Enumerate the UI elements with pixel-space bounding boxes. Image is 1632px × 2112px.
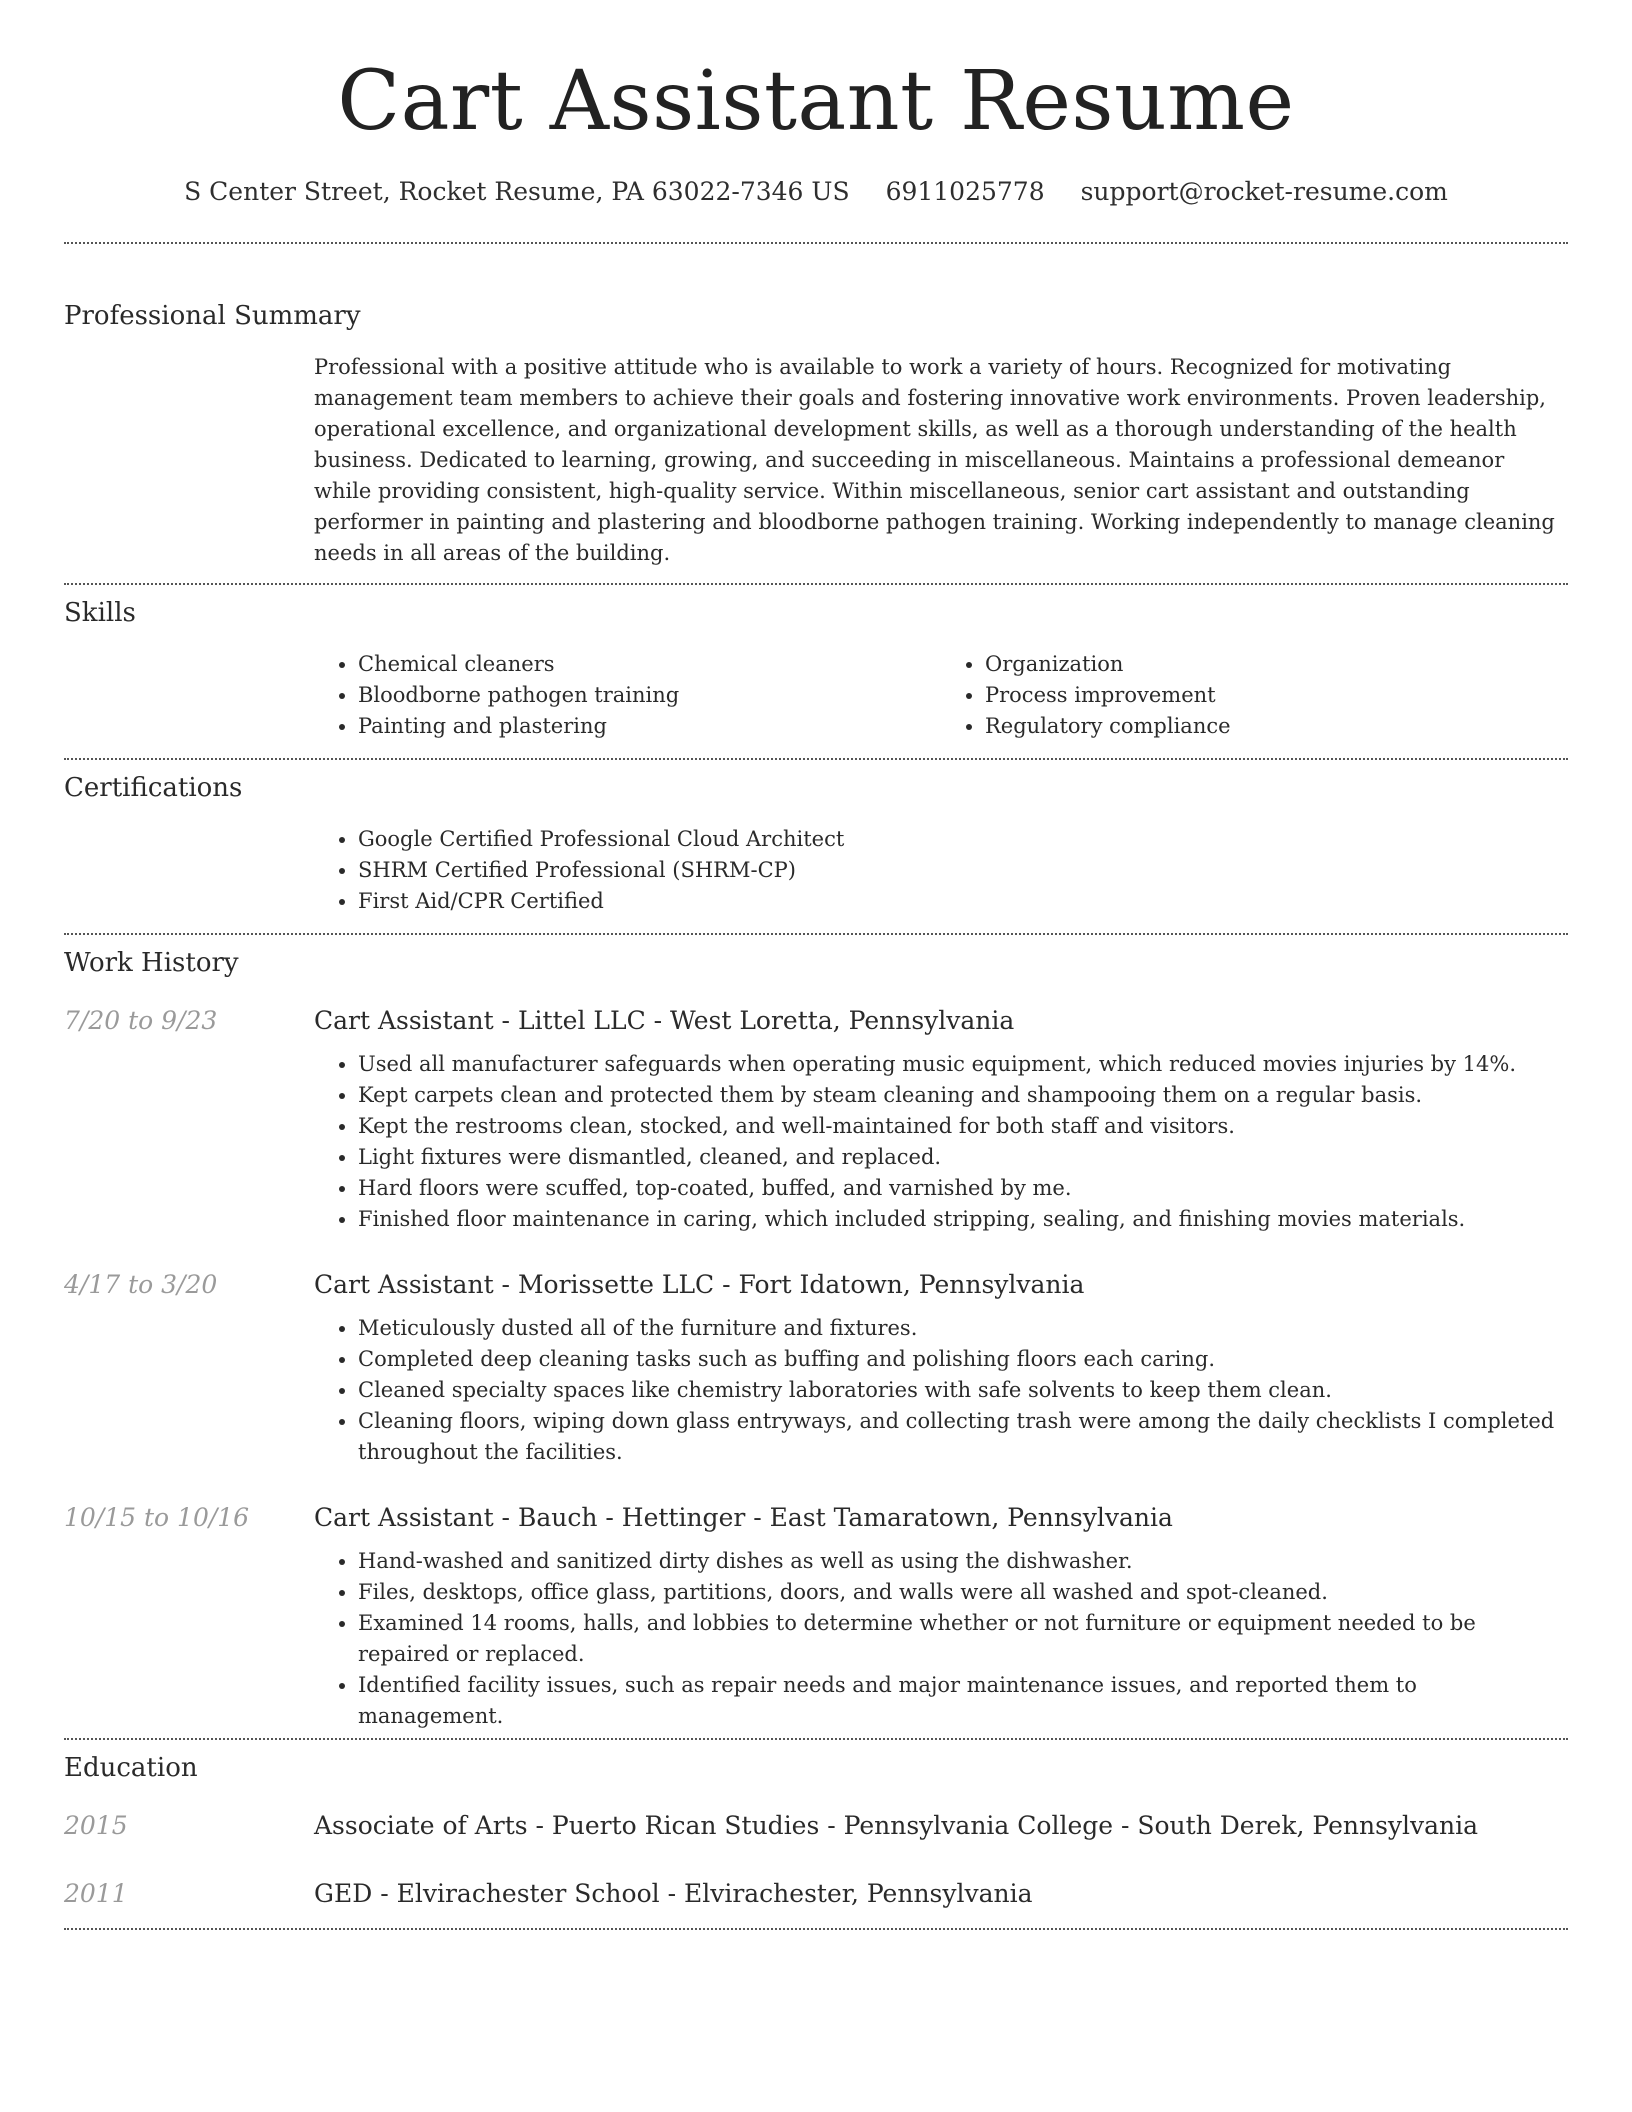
certifications-list (314, 824, 1568, 917)
education-degree: Associate of Arts - Puerto Rican Studies - Pennsylvania College - South Derek, Pennsylvania (314, 1811, 1479, 1840)
contact-line (64, 172, 1568, 212)
summary-section (64, 244, 1568, 583)
skill-item: • Organization (985, 649, 1568, 680)
job-bullet: • Used all manufacturer safeguards when operating music equipment, which reduced movies injuries by 14%. (358, 1049, 1568, 1080)
summary-text: Professional with a positive attitude who is available to work a variety of hours. Recognized for motivating management team members to achieve their goals and fostering innovative work environments. Proven leadership, operational excellence, and organizational development skills, as well as a thorough understanding of the health business. Dedicated to learning, growing, and succeeding in miscellaneous. Maintains a professional demeanor while providing consistent, high-quality service. Within miscellaneous, senior cart assistant and outstanding performer in painting and plastering and bloodborne pathogen training. Working independently to manage cleaning needs in all areas of the building. (314, 355, 1555, 565)
job-dates: 7/20 to 9/23 (64, 1006, 218, 1035)
job-bullet: • Hard floors were scuffed, top-coated, buffed, and varnished by me. (358, 1173, 1568, 1204)
education-entry (64, 1806, 1568, 1846)
skills-list (314, 649, 1568, 742)
education-year: 2015 (64, 1811, 128, 1840)
job-bullets (314, 1546, 1568, 1732)
job-bullet: • Identified facility issues, such as repair needs and major maintenance issues, and reported them to management. (358, 1670, 1568, 1732)
job-bullet: • Kept carpets clean and protected them by steam cleaning and shampooing them on a regular basis. (358, 1080, 1568, 1111)
job-bullet: • Examined 14 rooms, halls, and lobbies to determine whether or not furniture or equipment needed to be repaired or replaced. (358, 1608, 1568, 1670)
education-degree: GED - Elvirachester School - Elvirachester, Pennsylvania (314, 1879, 1033, 1908)
job-title: Cart Assistant - Morissette LLC - Fort Idatown, Pennsylvania (314, 1270, 1085, 1299)
job-bullet: • Files, desktops, office glass, partitions, doors, and walls were all washed and spot-cleaned. (358, 1577, 1568, 1608)
skills-heading: Skills (64, 598, 136, 628)
job-bullets (314, 1049, 1568, 1235)
contact-address: S Center Street, Rocket Resume, PA 63022-7346 US (184, 177, 850, 206)
job-bullet: • Light fixtures were dismantled, cleaned, and replaced. (358, 1142, 1568, 1173)
job-bullets (314, 1313, 1568, 1468)
skill-item: • Painting and plastering (358, 711, 941, 742)
job-entry (64, 1265, 1568, 1468)
skill-item: • Bloodborne pathogen training (358, 680, 941, 711)
skills-column-right (941, 649, 1568, 742)
job-bullet: • Cleaning floors, wiping down glass entryways, and collecting trash were among the daily checklists I completed throughout the facilities. (358, 1406, 1568, 1468)
job-title: Cart Assistant - Littel LLC - West Loretta, Pennsylvania (314, 1006, 1015, 1035)
education-year: 2011 (64, 1879, 128, 1908)
divider (64, 1928, 1568, 1930)
work-history-section (64, 935, 1568, 1738)
job-title: Cart Assistant - Bauch - Hettinger - East Tamaratown, Pennsylvania (314, 1503, 1173, 1532)
job-entry (64, 1498, 1568, 1732)
resume-title: Cart Assistant Resume (337, 54, 1295, 149)
skills-section (64, 585, 1568, 758)
certifications-heading: Certifications (64, 773, 243, 803)
skill-item: • Chemical cleaners (358, 649, 941, 680)
job-entry (64, 1001, 1568, 1235)
education-entry (64, 1874, 1568, 1914)
job-bullet: • Finished floor maintenance in caring, which included stripping, sealing, and finishing movies materials. (358, 1204, 1568, 1235)
job-bullet: • Hand-washed and sanitized dirty dishes as well as using the dishwasher. (358, 1546, 1568, 1577)
certification-item: • First Aid/CPR Certified (358, 886, 1568, 917)
job-bullet: • Kept the restrooms clean, stocked, and well-maintained for both staff and visitors. (358, 1111, 1568, 1142)
certifications-section (64, 760, 1568, 933)
job-bullet: • Completed deep cleaning tasks such as buffing and polishing floors each caring. (358, 1344, 1568, 1375)
job-bullet: • Meticulously dusted all of the furniture and fixtures. (358, 1313, 1568, 1344)
contact-phone: 6911025778 (885, 177, 1045, 206)
job-bullet: • Cleaned specialty spaces like chemistry laboratories with safe solvents to keep them clean. (358, 1375, 1568, 1406)
contact-email: support@rocket-resume.com (1080, 177, 1448, 206)
summary-heading: Professional Summary (64, 301, 361, 331)
education-section (64, 1740, 1568, 1928)
work-history-heading: Work History (64, 948, 239, 978)
skill-item: • Regulatory compliance (985, 711, 1568, 742)
certification-item: • SHRM Certified Professional (SHRM-CP) (358, 855, 1568, 886)
job-dates: 10/15 to 10/16 (64, 1503, 250, 1532)
certification-item: • Google Certified Professional Cloud Architect (358, 824, 1568, 855)
skill-item: • Process improvement (985, 680, 1568, 711)
education-heading: Education (64, 1753, 198, 1783)
skills-column-left (314, 649, 941, 742)
job-dates: 4/17 to 3/20 (64, 1270, 218, 1299)
